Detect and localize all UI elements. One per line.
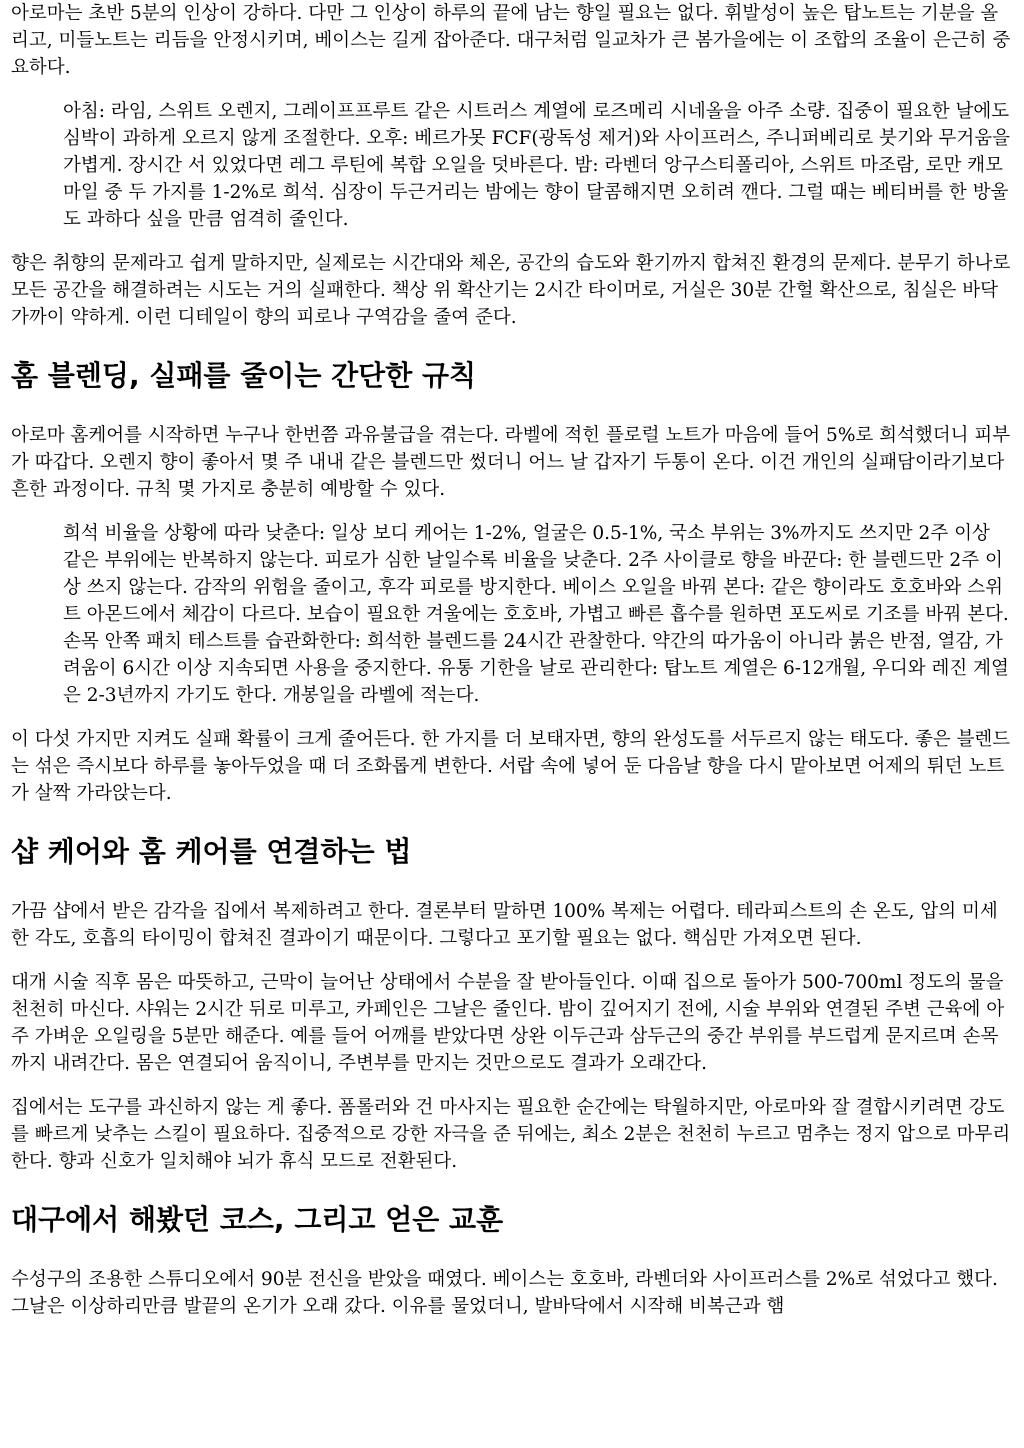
section2-paragraph-2: 대개 시술 직후 몸은 따뜻하고, 근막이 늘어난 상태에서 수분을 잘 받아들인다. 이때 집으로 돌아가 500-700ml 정도의 물을 천천히 마신다. 샤워는 2시간 뒤로 미루고, 카페인은 그날은 줄인다. 밤이 깊어지기 전에, 시술 부위와 연결된 주변 근육에 아주 가벼운 오일링을 5분만 해준다. 예를 들어 어깨를 받았다면 상완 이두근과 삼두근의 중간 부위를 부드럽게 문지르며 손목까지 내려간다. 몸은 연결되어 움직이니, 주변부를 만지는 것만으로도 결과가 오래간다.: [11, 972, 1005, 1074]
section2-paragraph-3: 집에서는 도구를 과신하지 않는 게 좋다. 폼롤러와 건 마사지는 필요한 순간에는 탁월하지만, 아로마와 잘 결합시키려면 강도를 빠르게 낮추는 스킬이 필요하다. 집중적으로 강한 자극을 준 뒤에는, 최소 2분은 천천히 누르고 멈추는 정지 압으로 마무리한다. 향과 신호가 일치해야 뇌가 휴식 모드로 전환된다.: [11, 1097, 1011, 1172]
section1-paragraph-1: 아로마 홈케어를 시작하면 누구나 한번쯤 과유불급을 겪는다. 라벨에 적힌 플로럴 노트가 마음에 들어 5%로 희석했더니 피부가 따갑다. 오렌지 향이 좋아서 몇 주 내내 같은 블렌드만 썼더니 어느 날 갑자기 두통이 온다. 이건 개인의 실패담이라기보다 흔한 과정이다. 규칙 몇 가지로 충분히 예방할 수 있다.: [11, 425, 1011, 500]
section2-paragraph-1: 가끔 샵에서 받은 감각을 집에서 복제하려고 한다. 결론부터 말하면 100% 복제는 어렵다. 테라피스트의 손 온도, 압의 미세한 각도, 호흡의 타이밍이 합쳐진 결과이기 때문이다. 그렇다고 포기할 필요는 없다. 핵심만 가져오면 된다.: [11, 901, 998, 949]
quote-text: 아침: 라임, 스위트 오렌지, 그레이프프루트 같은 시트러스 계열에 로즈메리 시네올을 아주 소량. 집중이 필요한 날에도 심박이 과하게 오르지 않게 조절한다. 오후: 베르가못 FCF(광독성 제거)와 사이프러스, 주니퍼베리로 붓기와 무거움을 가볍게. 장시간 서 있었다면 레그 루틴에 복합 오일을 덧바른다. 밤: 라벤더 앙구스티폴리아, 스위트 마조람, 로만 캐모마일 중 두 가지를 1-2%로 희석. 심장이 두근거리는 밤에는 향이 달콤해지면 오히려 깬다. 그럴 때는 베티버를 한 방울도 과하다 싶을 만큼 엄격히 줄인다.: [63, 101, 1011, 230]
quote-text: 희석 비율을 상황에 따라 낮춘다: 일상 보디 케어는 1-2%, 얼굴은 0.5-1%, 국소 부위는 3%까지도 쓰지만 2주 이상 같은 부위에는 반복하지 않는다. 피로가 심한 날일수록 비율을 낮춘다. 2주 사이클로 향을 바꾼다: 한 블렌드만 2주 이상 쓰지 않는다. 감작의 위험을 줄이고, 후각 피로를 방지한다. 베이스 오일을 바꿔 본다: 같은 향이라도 호호바와 스위트 아몬드에서 체감이 다르다. 보습이 필요한 겨울에는 호호바, 가볍고 빠른 흡수를 원하면 포도씨로 기조를 바꿔 본다. 손목 안쪽 패치 테스트를 습관화한다: 희석한 블렌드를 24시간 관찰한다. 약간의 따가움이 아니라 붉은 반점, 열감, 가려움이 6시간 이상 지속되면 사용을 중지한다. 유통 기한을 날로 관리한다: 탑노트 계열은 6-12개월, 우디와 레진 계열은 2-3년까지 가기도 한다. 개봉일을 라벨에 적는다.: [63, 523, 1009, 706]
section-heading-daegu-course: 대구에서 해봤던 코스, 그리고 얻은 교훈: [11, 1203, 504, 1236]
section1-paragraph-2: 이 다섯 가지만 지켜도 실패 확률이 크게 줄어든다. 한 가지를 더 보태자면, 향의 완성도를 서두르지 않는 태도다. 좋은 블렌드는 섞은 즉시보다 하루를 놓아두었을 때 더 조화롭게 변한다. 서랍 속에 넣어 둔 다음날 향을 다시 맡아보면 어제의 튀던 노트가 살짝 가라앉는다.: [11, 729, 1011, 804]
intro-paragraph-1: 아로마는 초반 5분의 인상이 강하다. 다만 그 인상이 하루의 끝에 남는 향일 필요는 없다. 휘발성이 높은 탑노트는 기분을 올리고, 미들노트는 리듬을 안정시키며, 베이스는 길게 잡아준다. 대구처럼 일교차가 큰 봄가을에는 이 조합의 조율이 은근히 중요하다.: [11, 3, 1011, 78]
section-heading-shop-home-care: 샵 케어와 홈 케어를 연결하는 법: [11, 835, 412, 868]
section-heading-home-blending: 홈 블렌딩, 실패를 줄이는 간단한 규칙: [11, 359, 477, 392]
blending-rules-quote: [63, 520, 1012, 709]
time-of-day-blend-quote: [63, 98, 1012, 233]
section3-paragraph-1: 수성구의 조용한 스튜디오에서 90분 전신을 받았을 때였다. 베이스는 호호바, 라벤더와 사이프러스를 2%로 섞었다고 했다. 그날은 이상하리만큼 발끝의 온기가 오래 갔다. 이유를 물었더니, 발바닥에서 시작해 비복근과 햄: [11, 1269, 998, 1317]
intro-paragraph-2: 향은 취향의 문제라고 쉽게 말하지만, 실제로는 시간대와 체온, 공간의 습도와 환기까지 합쳐진 환경의 문제다. 분무기 하나로 모든 공간을 해결하려는 시도는 거의 실패한다. 책상 위 확산기는 2시간 타이머로, 거실은 30분 간헐 확산으로, 침실은 바닥 가까이 약하게. 이런 디테일이 향의 피로나 구역감을 줄여 준다.: [11, 253, 1011, 328]
